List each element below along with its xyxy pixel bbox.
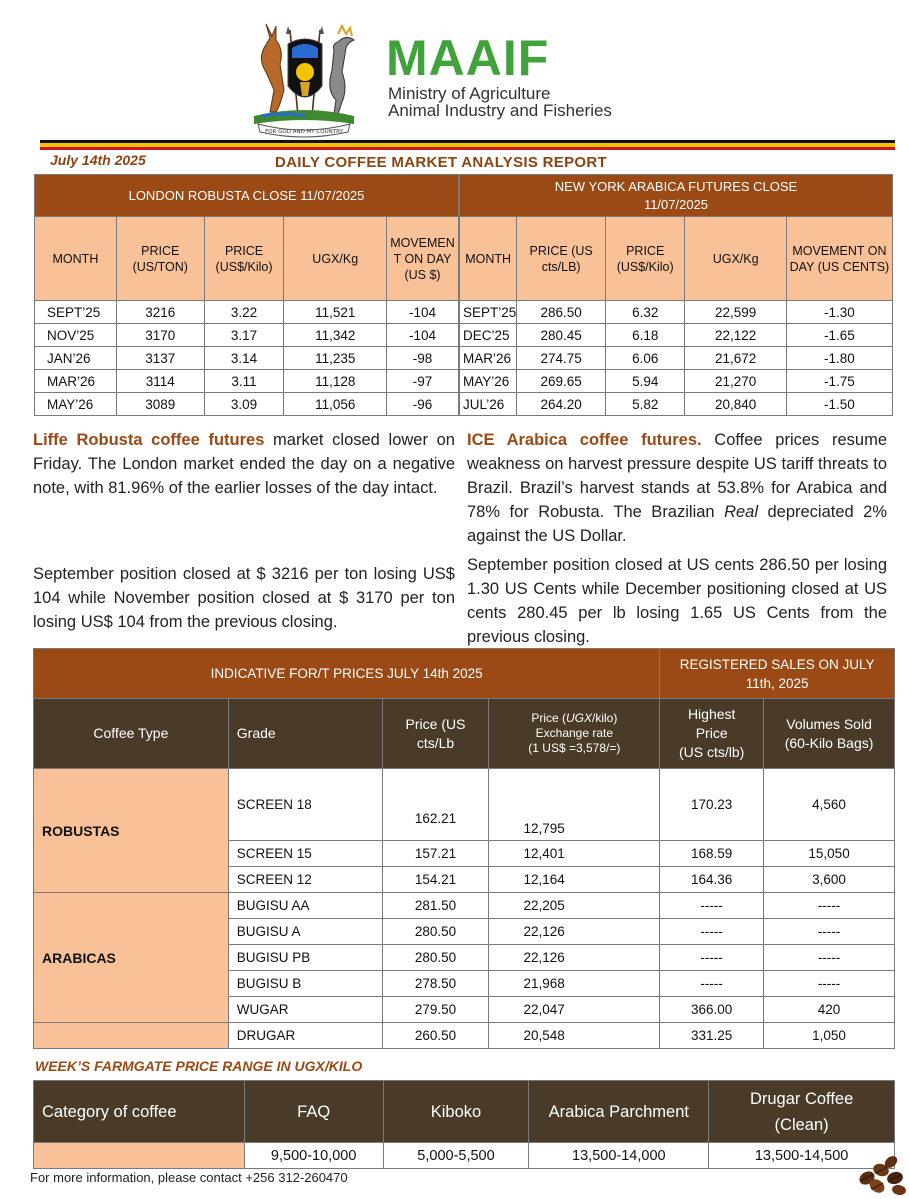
london-price-ton: 3137	[116, 347, 204, 370]
report-date: July 14th 2025	[50, 152, 146, 168]
highest-price: 164.36	[660, 867, 764, 893]
london-month: JAN’26	[35, 347, 117, 370]
london-price-kilo: 3.22	[204, 301, 284, 324]
col-grade: Grade	[228, 699, 382, 769]
ny-movement: -1.30	[786, 301, 892, 324]
registered-sales-title	[660, 649, 895, 699]
col-price-us-line-2: cts/Lb	[416, 734, 455, 751]
grade: SCREEN 18	[228, 769, 382, 841]
farm-col-kiboko: Kiboko	[383, 1081, 529, 1143]
farm-col-faq: FAQ	[244, 1081, 383, 1143]
london-movement: -104	[387, 301, 459, 324]
volume-sold: -----	[764, 971, 895, 997]
ny-movement: -1.65	[786, 324, 892, 347]
price-us: 279.50	[382, 997, 489, 1023]
ny-price-lb: 264.20	[517, 393, 606, 416]
grade: WUGAR	[228, 997, 382, 1023]
robusta-commentary-lead: Liffe Robusta coffee futures	[33, 431, 265, 449]
ny-price-kilo: 6.32	[606, 301, 685, 324]
london-ugx: 11,521	[284, 301, 387, 324]
col-price-us	[382, 699, 489, 769]
london-price-ton: 3089	[116, 393, 204, 416]
grade: BUGISU B	[228, 971, 382, 997]
volume-sold: 420	[764, 997, 895, 1023]
table-row	[34, 1023, 895, 1049]
london-price-ton: 3170	[116, 324, 204, 347]
ny-price-lb: 280.45	[517, 324, 606, 347]
table-row	[460, 393, 893, 416]
grade: SCREEN 12	[228, 867, 382, 893]
ny-month: DEC’25	[460, 324, 517, 347]
highest-price: 168.59	[660, 841, 764, 867]
crest-motto: FOR GOD AND MY COUNTRY	[265, 129, 343, 135]
ny-col-movement: MOVEMENT ON DAY (US CENTS)	[786, 217, 892, 301]
farm-col-drugar-line-1: Drugar Coffee	[749, 1089, 854, 1108]
col-price-ugx-b: /kilo)	[592, 711, 618, 725]
ny-price-lb: 286.50	[517, 301, 606, 324]
ny-month: MAY’26	[460, 370, 517, 393]
london-ugx: 11,342	[284, 324, 387, 347]
ny-table-title	[460, 175, 893, 217]
table-row	[35, 324, 459, 347]
highest-price: -----	[660, 945, 764, 971]
report-title: DAILY COFFEE MARKET ANALYSIS REPORT	[275, 154, 607, 171]
price-us: 157.21	[382, 841, 489, 867]
london-month: MAR’26	[35, 370, 117, 393]
grade: BUGISU PB	[228, 945, 382, 971]
volume-sold: -----	[764, 919, 895, 945]
farm-col-drugar-line-2: (Clean)	[774, 1115, 829, 1134]
col-volumes-line-2: (60-Kilo Bags)	[784, 734, 874, 751]
type-robustas: ROBUSTAS	[34, 769, 229, 893]
table-row	[35, 301, 459, 324]
table-row	[35, 370, 459, 393]
contact-info: For more information, please contact +256 312-260470	[30, 1170, 348, 1185]
grade: BUGISU A	[228, 919, 382, 945]
london-price-kilo: 3.17	[204, 324, 284, 347]
volume-sold: -----	[764, 945, 895, 971]
table-row	[460, 324, 893, 347]
col-coffee-type: Coffee Type	[34, 699, 229, 769]
london-price-kilo: 3.11	[204, 370, 284, 393]
price-ugx: 12,401	[489, 841, 660, 867]
table-row	[34, 1143, 895, 1169]
col-price-us-line-1: Price (US	[405, 715, 466, 732]
robusta-commentary-body: market closed lower on Friday. The London market ended the day on a negative note, with 81.96% of the earlier losses of the day intact.	[33, 431, 455, 497]
london-col-ugx: UGX/Kg	[284, 217, 387, 301]
volume-sold: 1,050	[764, 1023, 895, 1049]
highest-price: -----	[660, 971, 764, 997]
farm-category-empty	[34, 1143, 245, 1169]
col-highest-line-1: Highest	[687, 706, 736, 722]
ny-month: MAR’26	[460, 347, 517, 370]
ny-ugx: 22,122	[685, 324, 786, 347]
flag-bar-red	[40, 147, 895, 150]
london-table-title: LONDON ROBUSTA CLOSE 11/07/2025	[35, 175, 459, 217]
london-robusta-table	[34, 174, 459, 416]
london-col-month: MONTH	[35, 217, 117, 301]
volume-sold: -----	[764, 893, 895, 919]
farm-drugar-price: 13,500-14,500	[709, 1143, 895, 1169]
arabica-commentary	[467, 428, 887, 548]
flag-color-bars	[40, 140, 895, 150]
ny-price-lb: 269.65	[517, 370, 606, 393]
volume-sold: 15,050	[764, 841, 895, 867]
london-price-ton: 3114	[116, 370, 204, 393]
col-highest-price	[660, 699, 764, 769]
table-row	[35, 347, 459, 370]
ny-ugx: 20,840	[685, 393, 786, 416]
table-row	[460, 301, 893, 324]
london-movement: -96	[387, 393, 459, 416]
registered-sales-line-2: 11th, 2025	[745, 675, 809, 691]
farm-col-category: Category of coffee	[34, 1081, 245, 1143]
highest-price: 170.23	[660, 769, 764, 841]
price-ugx: 22,205	[489, 893, 660, 919]
ny-ugx: 22,599	[685, 301, 786, 324]
ny-price-kilo: 6.06	[606, 347, 685, 370]
price-ugx: 12,164	[489, 867, 660, 893]
ny-price-lb: 274.75	[517, 347, 606, 370]
ny-arabica-table	[459, 174, 893, 416]
org-name-line-2: Animal Industry and Fisheries	[388, 101, 612, 120]
farm-col-drugar	[709, 1081, 895, 1143]
ny-movement: -1.50	[786, 393, 892, 416]
price-us: 260.50	[382, 1023, 489, 1049]
london-ugx: 11,235	[284, 347, 387, 370]
price-ugx: 22,126	[489, 945, 660, 971]
ny-price-kilo: 5.94	[606, 370, 685, 393]
table-row	[34, 769, 895, 841]
ny-title-line-1: NEW YORK ARABICA FUTURES CLOSE	[554, 178, 798, 194]
london-col-price-kilo: PRICE (US$/Kilo)	[204, 217, 284, 301]
grade: BUGISU AA	[228, 893, 382, 919]
registered-sales-line-1: REGISTERED SALES ON JULY	[679, 656, 875, 672]
farm-col-parchment: Arabica Parchment	[529, 1081, 709, 1143]
col-volumes-line-1: Volumes Sold	[786, 715, 872, 732]
col-volumes-sold	[764, 699, 895, 769]
price-ugx: 12,795	[489, 769, 660, 841]
london-month: MAY’26	[35, 393, 117, 416]
farm-faq-price: 9,500-10,000	[244, 1143, 383, 1169]
table-row	[35, 393, 459, 416]
ny-price-kilo: 6.18	[606, 324, 685, 347]
volume-sold: 3,600	[764, 867, 895, 893]
price-us: 154.21	[382, 867, 489, 893]
london-price-kilo: 3.09	[204, 393, 284, 416]
price-ugx: 22,047	[489, 997, 660, 1023]
type-arabicas: ARABICAS	[34, 893, 229, 1023]
price-us: 278.50	[382, 971, 489, 997]
highest-price: 331.25	[660, 1023, 764, 1049]
ny-col-ugx: UGX/Kg	[685, 217, 786, 301]
farm-kiboko-price: 5,000-5,500	[383, 1143, 529, 1169]
col-price-ugx	[489, 699, 660, 769]
london-col-movement: MOVEMEN T ON DAY (US $)	[387, 217, 459, 301]
london-movement: -97	[387, 370, 459, 393]
indicative-title: INDICATIVE FOR/T PRICES JULY 14th 2025	[34, 649, 660, 699]
london-price-kilo: 3.14	[204, 347, 284, 370]
london-movement: -104	[387, 324, 459, 347]
col-price-ugx-c: Exchange rate	[535, 726, 614, 740]
price-ugx: 20,548	[489, 1023, 660, 1049]
grade: SCREEN 15	[228, 841, 382, 867]
london-price-ton: 3216	[116, 301, 204, 324]
table-row	[460, 370, 893, 393]
org-name-line-1: Ministry of Agriculture	[388, 84, 551, 103]
ny-price-kilo: 5.82	[606, 393, 685, 416]
arabica-commentary-italic: Real	[724, 503, 758, 521]
highest-price: 366.00	[660, 997, 764, 1023]
table-row	[34, 893, 895, 919]
robusta-positions-text: September position closed at $ 3216 per ton losing US$ 104 while November position closed at $ 3170 per ton losing US$ 104 from the previous closing.	[33, 565, 455, 631]
highest-price: -----	[660, 919, 764, 945]
price-us: 280.50	[382, 945, 489, 971]
volume-sold: 4,560	[764, 769, 895, 841]
robusta-commentary	[33, 428, 455, 500]
london-movement: -98	[387, 347, 459, 370]
highest-price: -----	[660, 893, 764, 919]
grade: DRUGAR	[228, 1023, 382, 1049]
price-us: 162.21	[382, 769, 489, 841]
col-highest-line-2: Price	[695, 725, 728, 741]
farmgate-price-table	[33, 1080, 895, 1169]
arabica-commentary-body-b: depreciated 2% against the US Dollar.	[467, 503, 888, 545]
price-ugx: 22,126	[489, 919, 660, 945]
ny-movement: -1.80	[786, 347, 892, 370]
price-us: 281.50	[382, 893, 489, 919]
ny-col-price-lb: PRICE (US cts/LB)	[517, 217, 606, 301]
arabica-positions-text: September position closed at US cents 286.50 per losing 1.30 US Cents while December positioning closed at US cents 280.45 per lb losing 1.65 US Cents from the previous closing.	[467, 556, 887, 646]
ny-movement: -1.75	[786, 370, 892, 393]
col-price-ugx-d: (1 US$ =3,578/=)	[528, 741, 621, 755]
table-row	[460, 347, 893, 370]
ny-month: JUL’26	[460, 393, 517, 416]
farmgate-title: WEEK’S FARMGATE PRICE RANGE IN UGX/KILO	[35, 1058, 363, 1074]
london-col-price-ton: PRICE (US/TON)	[116, 217, 204, 301]
indicative-prices-table	[33, 648, 895, 1049]
price-ugx: 21,968	[489, 971, 660, 997]
ny-ugx: 21,672	[685, 347, 786, 370]
london-ugx: 11,056	[284, 393, 387, 416]
london-month: NOV’25	[35, 324, 117, 347]
coffee-beans-icon	[855, 1148, 907, 1196]
ny-col-price-kilo: PRICE (US$/Kilo)	[606, 217, 685, 301]
org-acronym: MAAIF	[386, 30, 550, 86]
col-price-ugx-a: Price (	[531, 711, 566, 725]
ny-ugx: 21,270	[685, 370, 786, 393]
london-month: SEPT’25	[35, 301, 117, 324]
col-highest-line-3: (US cts/lb)	[679, 744, 745, 760]
col-price-ugx-italic: UGX	[565, 711, 592, 725]
price-us: 280.50	[382, 919, 489, 945]
ny-month: SEPT’25	[460, 301, 517, 324]
ny-title-line-2: 11/07/2025	[643, 196, 709, 212]
ny-col-month: MONTH	[460, 217, 517, 301]
farm-parchment-price: 13,500-14,000	[529, 1143, 709, 1169]
uganda-coat-of-arms-logo	[240, 20, 368, 138]
arabica-commentary-body-a: Coffee prices resume weakness on harvest pressure despite US tariff threats to Brazil. Brazil’s harvest stands at 53.8% for Arabica and 78% for Robusta. The Brazilian	[467, 431, 887, 521]
arabica-commentary-lead: ICE Arabica coffee futures.	[467, 431, 702, 449]
type-empty-cell	[34, 1023, 229, 1049]
london-ugx: 11,128	[284, 370, 387, 393]
